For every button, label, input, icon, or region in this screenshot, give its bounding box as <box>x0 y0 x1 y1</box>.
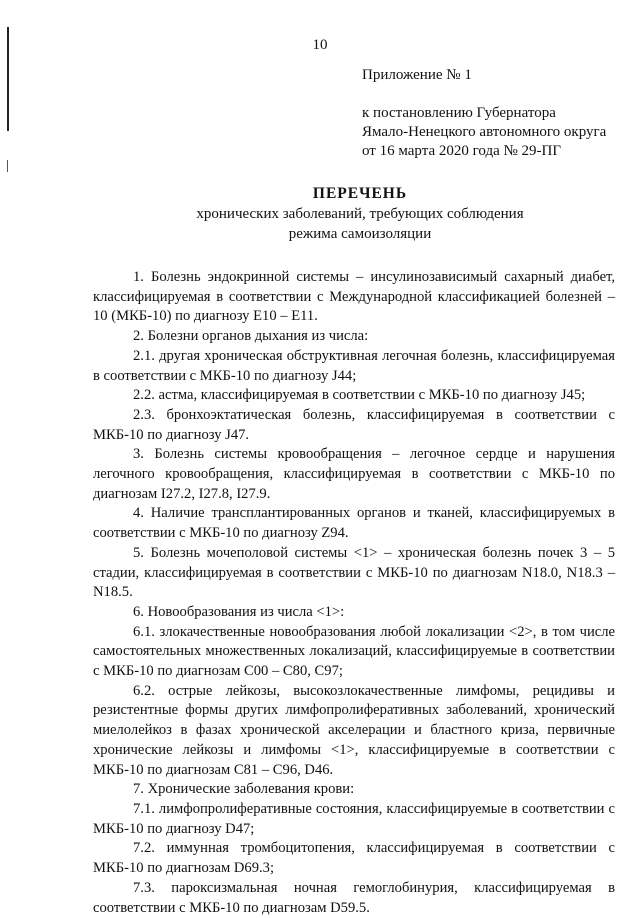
appendix-line: Ямало-Ненецкого автономного округа <box>362 124 607 140</box>
paragraph-item-4: 4. Наличие трансплантированных органов и тканей, классифицируемых в соответствии с МКБ-10 по диагнозу Z94. <box>93 505 615 542</box>
document-body <box>93 268 615 918</box>
paragraph-item-6: 6. Новообразования из числа <1>: <box>133 603 345 620</box>
paragraph-item-2-1: 2.1. другая хроническая обструктивная легочная болезнь, классифицируемая в соответствии с МКБ-10 по диагнозу J44; <box>93 347 615 384</box>
page-number: 10 <box>312 37 328 53</box>
paragraph-item-3: 3. Болезнь системы кровообращения – легочное сердце и нарушения легочного кровообращения, классифицируемая в соответствии с МКБ-10 по диагнозам I27.2, I27.8, I27.9. <box>93 446 615 502</box>
paragraph-item-5: 5. Болезнь мочеполовой системы <1> – хроническая болезнь почек 3 – 5 стадии, классифицируемая в соответствии с МКБ-10 по диагнозам N18.0, N18.3 – N18.5. <box>93 544 615 601</box>
paragraph-item-2: 2. Болезни органов дыхания из числа: <box>133 328 369 345</box>
paragraph-item-7-2: 7.2. иммунная тромбоцитопения, классифицируемая в соответствии с МКБ-10 по диагнозам D69.3; <box>93 840 615 877</box>
document-subtitle-line: хронических заболеваний, требующих соблюдения <box>196 206 524 222</box>
appendix-line: к постановлению Губернатора <box>362 105 556 121</box>
paragraph-item-2-2: 2.2. астма, классифицируемая в соответствии с МКБ-10 по диагнозу J45; <box>133 387 586 404</box>
paragraph-item-1: 1. Болезнь эндокринной системы – инсулинозависимый сахарный диабет, классифицируемая в соответствии с Международной классификацией болезней – 10 (МКБ-10) по диагнозу E10 – E11. <box>93 269 615 325</box>
paragraph-item-6-1: 6.1. злокачественные новообразования любой локализации <2>, в том числе самостоятельных множественных локализаций, классифицируемые в соответствии с МКБ-10 по диагнозам C00 – C80, C97; <box>93 623 615 680</box>
paragraph-item-6-2: 6.2. острые лейкозы, высокозлокачественные лимфомы, рецидивы и резистентные формы других лимфопролиферативных заболеваний, хронический миелолейкоз в фазах хронической акселерации и бластного криза, первичные хронические лейкозы и лимфомы <1>, классифицируемые в соответствии с МКБ-10 по диагнозам C81 – C96, D46. <box>93 682 615 778</box>
scan-margin-mark-small <box>7 160 8 172</box>
paragraph-item-7-3: 7.3. пароксизмальная ночная гемоглобинурия, классифицируемая в соответствии с МКБ-10 по диагнозам D59.5. <box>93 879 615 916</box>
paragraph-item-7-1: 7.1. лимфопролиферативные состояния, классифицируемые в соответствии с МКБ-10 по диагнозу D47; <box>93 800 615 837</box>
paragraph-item-7: 7. Хронические заболевания крови: <box>133 781 355 798</box>
document-subtitle-line: режима самоизоляции <box>288 226 432 242</box>
appendix-line: от 16 марта 2020 года № 29-ПГ <box>362 143 562 159</box>
document-title: ПЕРЕЧЕНЬ <box>312 185 408 202</box>
paragraph-item-2-3: 2.3. бронхоэктатическая болезнь, классифицируемая в соответствии с МКБ-10 по диагнозу J47. <box>93 406 615 443</box>
appendix-header <box>362 66 606 161</box>
document-heading <box>100 184 620 244</box>
appendix-title: Приложение № 1 <box>362 67 472 83</box>
